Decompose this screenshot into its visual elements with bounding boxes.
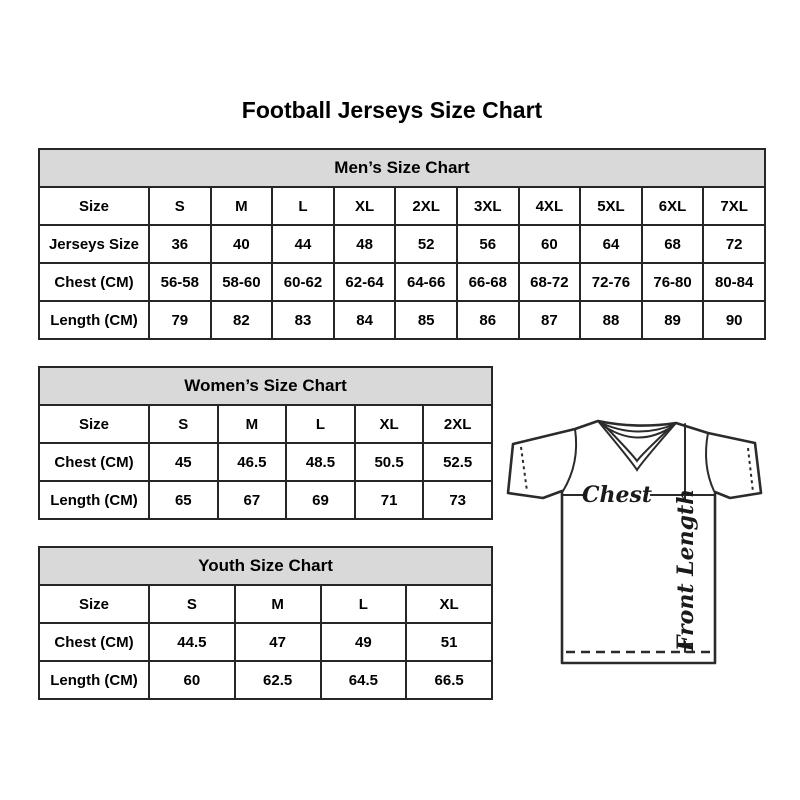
mens-chest-row [39, 263, 765, 301]
table-cell: 60 [149, 661, 235, 699]
womens-size-table [38, 366, 493, 520]
table-cell: 4XL [519, 187, 581, 225]
table-cell: 64 [580, 225, 642, 263]
table-cell: M [218, 405, 287, 443]
table-cell: 52 [395, 225, 457, 263]
table-cell: 7XL [703, 187, 765, 225]
table-cell: XL [334, 187, 396, 225]
row-label: Size [39, 405, 149, 443]
table-cell: 68 [642, 225, 704, 263]
youth-size-table [38, 546, 493, 700]
row-label: Length (CM) [39, 661, 149, 699]
table-cell: 36 [149, 225, 211, 263]
table-cell: 50.5 [355, 443, 424, 481]
table-cell: 62.5 [235, 661, 321, 699]
table-cell: 72-76 [580, 263, 642, 301]
table-cell: 60 [519, 225, 581, 263]
page-title: Football Jerseys Size Chart [241, 97, 543, 123]
table-cell: 44.5 [149, 623, 235, 661]
table-cell: 65 [149, 481, 218, 519]
table-cell: 6XL [642, 187, 704, 225]
table-cell: 84 [334, 301, 396, 339]
table-cell: M [235, 585, 321, 623]
row-label: Length (CM) [39, 481, 149, 519]
table-cell: 89 [642, 301, 704, 339]
womens-table-title: Women’s Size Chart [39, 367, 492, 405]
table-cell: 85 [395, 301, 457, 339]
table-cell: 83 [272, 301, 334, 339]
table-cell: 69 [286, 481, 355, 519]
jersey-diagram [495, 406, 775, 676]
table-cell: XL [355, 405, 424, 443]
table-cell: 44 [272, 225, 334, 263]
table-cell: L [272, 187, 334, 225]
table-cell: 52.5 [423, 443, 492, 481]
youth-table-header-row [39, 547, 492, 585]
mens-table-header-row [39, 149, 765, 187]
mens-jerseys-size-row [39, 225, 765, 263]
table-cell: 40 [211, 225, 273, 263]
front-length-label: Front Length [673, 488, 699, 652]
womens-table-header-row [39, 367, 492, 405]
table-cell: 60-62 [272, 263, 334, 301]
mens-table-title: Men’s Size Chart [39, 149, 765, 187]
table-cell: 66-68 [457, 263, 519, 301]
table-cell: 2XL [423, 405, 492, 443]
mens-size-table [38, 148, 766, 340]
mens-length-row [39, 301, 765, 339]
table-cell: 5XL [580, 187, 642, 225]
table-cell: 67 [218, 481, 287, 519]
table-cell: 87 [519, 301, 581, 339]
table-cell: S [149, 187, 211, 225]
table-cell: S [149, 585, 235, 623]
youth-length-row [39, 661, 492, 699]
row-label: Size [39, 187, 149, 225]
table-cell: 2XL [395, 187, 457, 225]
youth-table-title: Youth Size Chart [39, 547, 492, 585]
womens-size-row [39, 405, 492, 443]
table-cell: 49 [321, 623, 407, 661]
table-cell: 68-72 [519, 263, 581, 301]
youth-size-row [39, 585, 492, 623]
table-cell: 64.5 [321, 661, 407, 699]
row-label: Jerseys Size [39, 225, 149, 263]
table-cell: 48 [334, 225, 396, 263]
table-cell: 66.5 [406, 661, 492, 699]
row-label: Chest (CM) [39, 263, 149, 301]
youth-chest-row [39, 623, 492, 661]
row-label: Chest (CM) [39, 623, 149, 661]
table-cell: 64-66 [395, 263, 457, 301]
table-cell: 73 [423, 481, 492, 519]
table-cell: 62-64 [334, 263, 396, 301]
row-label: Chest (CM) [39, 443, 149, 481]
table-cell: 90 [703, 301, 765, 339]
table-cell: 76-80 [642, 263, 704, 301]
table-cell: 82 [211, 301, 273, 339]
chest-label: Chest [581, 482, 653, 508]
table-cell: 86 [457, 301, 519, 339]
table-cell: 45 [149, 443, 218, 481]
womens-length-row [39, 481, 492, 519]
table-cell: L [286, 405, 355, 443]
mens-size-row [39, 187, 765, 225]
table-cell: 46.5 [218, 443, 287, 481]
row-label: Size [39, 585, 149, 623]
table-cell: 3XL [457, 187, 519, 225]
table-cell: 80-84 [703, 263, 765, 301]
table-cell: M [211, 187, 273, 225]
table-cell: 88 [580, 301, 642, 339]
table-cell: 48.5 [286, 443, 355, 481]
womens-chest-row [39, 443, 492, 481]
table-cell: 56 [457, 225, 519, 263]
table-cell: 79 [149, 301, 211, 339]
row-label: Length (CM) [39, 301, 149, 339]
table-cell: 72 [703, 225, 765, 263]
table-cell: 47 [235, 623, 321, 661]
table-cell: XL [406, 585, 492, 623]
table-cell: L [321, 585, 407, 623]
table-cell: 71 [355, 481, 424, 519]
table-cell: S [149, 405, 218, 443]
table-cell: 58-60 [211, 263, 273, 301]
table-cell: 51 [406, 623, 492, 661]
table-cell: 56-58 [149, 263, 211, 301]
